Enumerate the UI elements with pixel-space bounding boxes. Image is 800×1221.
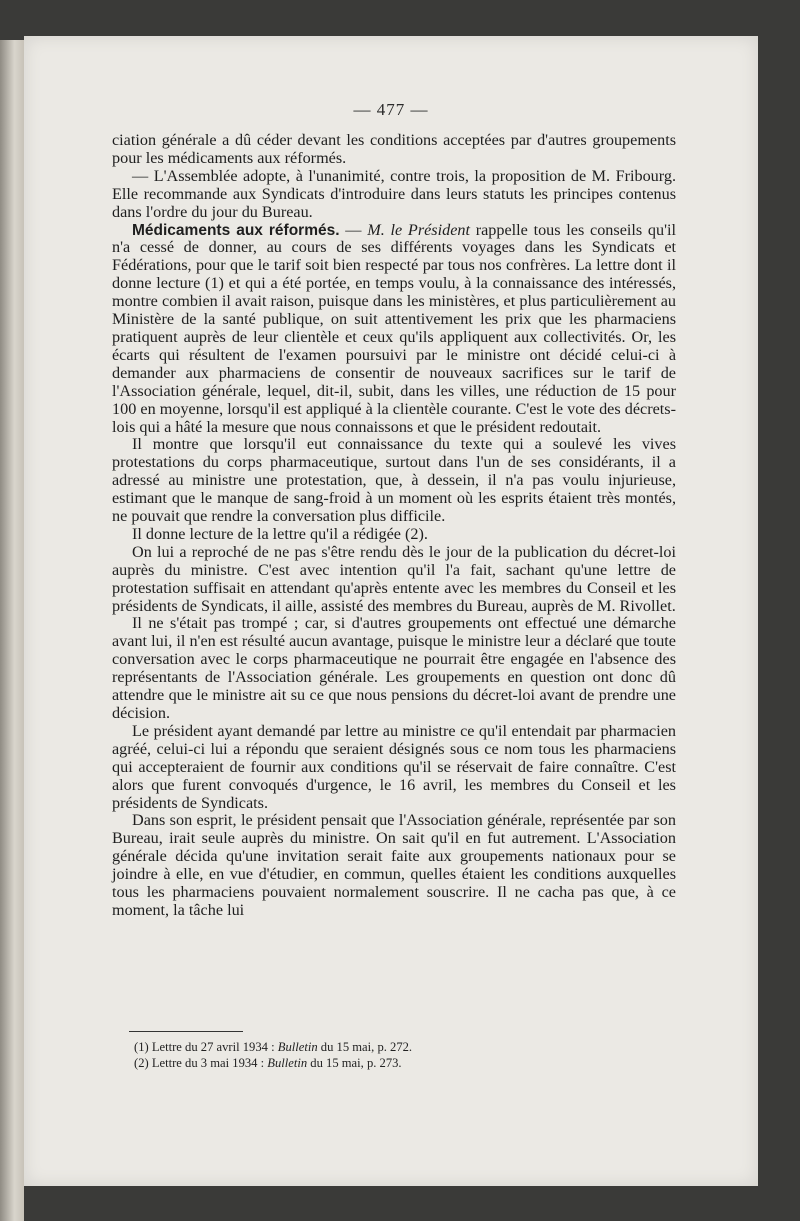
heading-dash: — — [339, 220, 368, 239]
book-page — [24, 36, 758, 1186]
paragraph-3-text: rappelle tous les conseils qu'il n'a cessé de donner, au cours de ses différents voyages dans les Syndicats et Fédérations, pour que le tarif soit bien respecté par tous nos confrères. La lettre dont il donne lecture (1) et qui a été portée, en temps voulu, à la connaissance des intéressés, montre combien il avait raison, puisque dans les ministères, et plus particulièrement au Ministère de la santé publique, on suit attentivement les prix que les pharmaciens pratiquent auprès de leur clientèle et ceux qu'ils appliquent aux collectivités. Or, les écarts qui résultent de l'examen poursuivi par le ministre ont décidé celui-ci à demander aux pharmaciens de consentir de nouveaux sacrifices sur le tarif de l'Association générale, lequel, dit-il, subit, dans les villes, une réduction de 15 pour 100 en moyenne, lorsqu'il est appliqué à la clientèle courante. C'est le vote des décrets-lois qui a hâté la mesure que nous connaissons et que le président redoutait. — [112, 220, 677, 436]
page-number: — 477 — — [353, 100, 429, 119]
paragraph-2: — L'Assemblée adopte, à l'unanimité, contre trois, la proposition de M. Fribourg. Elle recommande aux Syndicats d'introduire dans leurs statuts les principes contenus dans l'ordre du jour du Bureau. — [112, 166, 676, 221]
paragraph-8: Le président ayant demandé par lettre au ministre ce qu'il entendait par pharmacien agréé, celui-ci lui a répondu que seraient désignés sous ce nom tous les pharmaciens qui accepteraient de fournir aux conditions qu'il se réservait de faire connaître. C'est alors que furent convoqués d'urgence, le 16 avril, les membres du Conseil et les présidents de Syndicats. — [112, 721, 676, 812]
paragraph-5: Il donne lecture de la lettre qu'il a rédigée (2). — [132, 524, 428, 543]
footnote-2-journal: Bulletin — [267, 1056, 308, 1070]
footnote-rule — [129, 1031, 243, 1032]
footnote-2-details: du 15 mai, p. 273. — [307, 1056, 402, 1070]
footnote-2-ref: (2) Lettre du 3 mai 1934 : — [134, 1056, 268, 1070]
paragraph-6: On lui a reproché de ne pas s'être rendu dès le jour de la publication du décret-loi auprès du ministre. C'est avec intention qu'il l'a fait, sachant qu'une lettre de protestation suffisait en attendant qu'après entente avec les membres du Conseil et les présidents de Syndicats, il aille, assisté des membres du Bureau, auprès de M. Rivollet. — [112, 542, 676, 615]
paragraph-7: Il ne s'était pas trompé ; car, si d'autres groupements ont effectué une démarche avant lui, il n'en est résulté aucun avantage, puisque le ministre leur a déclaré que toute conversation avec le corps pharmaceutique ne pourrait être engagée en l'absence des représentants de l'Association générale. Les groupements en question ont donc dû attendre que le ministre ait su ce que nous pensions du décret-loi avant de prendre une décision. — [112, 614, 676, 722]
paragraph-4: Il montre que lorsqu'il eut connaissance du texte qui a soulevé les vives protestations du corps pharmaceutique, surtout dans l'un de ses considérants, il a adressé au ministre une protestation, que, à dessein, il n'a pas voulu injurieuse, estimant que le manque de sang-froid à un moment où les esprits étaient très montés, ne pouvait que rendre la conversation plus difficile. — [112, 435, 676, 526]
footnotes — [134, 1039, 674, 1071]
body-text — [112, 132, 676, 920]
footnote-1-journal: Bulletin — [277, 1040, 318, 1054]
footnote-1 — [134, 1039, 674, 1055]
paragraph-9: Dans son esprit, le président pensait que l'Association générale, représentée par son Bureau, irait seule auprès du ministre. On sait qu'il en fut autrement. L'Association générale décida qu'une invitation serait faite aux groupements nationaux pour se joindre à elle, en vue d'étudier, en commun, quelles étaient les conditions auxquelles tous les pharmaciens pouvaient normalement souscrire. Il ne cacha pas que, à ce moment, la tâche lui — [112, 811, 676, 919]
footnote-1-ref: (1) Lettre du 27 avril 1934 : — [134, 1040, 278, 1054]
speaker-name: M. le Président — [367, 220, 470, 239]
paragraph-1: ciation générale a dû céder devant les conditions acceptées par d'autres groupements pour les médicaments aux réformés. — [112, 131, 676, 167]
adjacent-page-edge — [0, 40, 24, 1221]
paragraph-3 — [112, 222, 676, 437]
section-heading: Médicaments aux réformés. — [132, 221, 340, 239]
footnote-2 — [134, 1055, 674, 1071]
footnote-1-details: du 15 mai, p. 272. — [317, 1040, 413, 1054]
